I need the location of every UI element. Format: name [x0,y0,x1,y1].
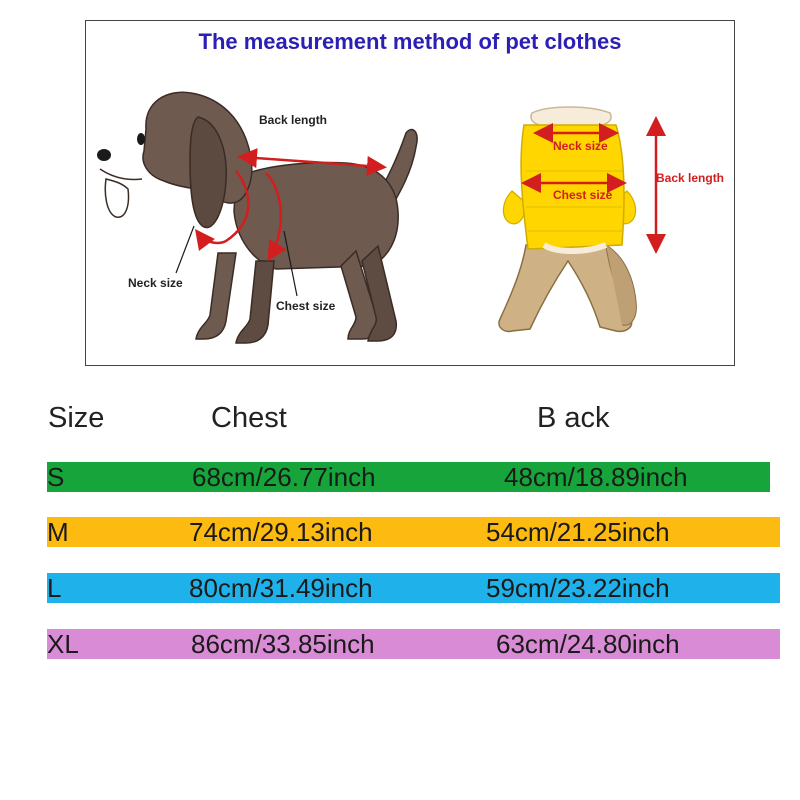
size-row-l [47,573,780,603]
measurement-diagram-panel [85,20,735,366]
header-back: B ack [537,402,610,434]
chest-value: 80cm/31.49inch [189,573,373,603]
back-value: 48cm/18.89inch [504,462,688,492]
back-value: 54cm/21.25inch [486,517,670,547]
neck-size-label: Neck size [128,276,183,290]
size-label: L [47,573,62,603]
header-size: Size [48,402,105,434]
back-value: 59cm/23.22inch [486,573,670,603]
diagram-illustrations [86,21,736,367]
back-value: 63cm/24.80inch [496,629,680,659]
size-label: S [47,462,65,492]
size-label: M [47,517,69,547]
chest-value: 68cm/26.77inch [192,462,376,492]
dog-illustration [97,92,417,343]
header-chest: Chest [211,402,287,434]
size-label: XL [47,629,79,659]
size-row-s [47,462,770,492]
chest-value: 74cm/29.13inch [189,517,373,547]
chest-value: 86cm/33.85inch [191,629,375,659]
diagram-title: The measurement method of pet clothes [198,29,622,54]
chest-size-label: Chest size [276,299,336,313]
garment-neck-size-label: Neck size [553,139,608,153]
garment-chest-size-label: Chest size [553,188,613,202]
size-row-xl [47,629,780,659]
size-row-m [47,517,780,547]
back-length-label: Back length [259,113,328,127]
garment-back-length-label: Back length [656,171,725,185]
